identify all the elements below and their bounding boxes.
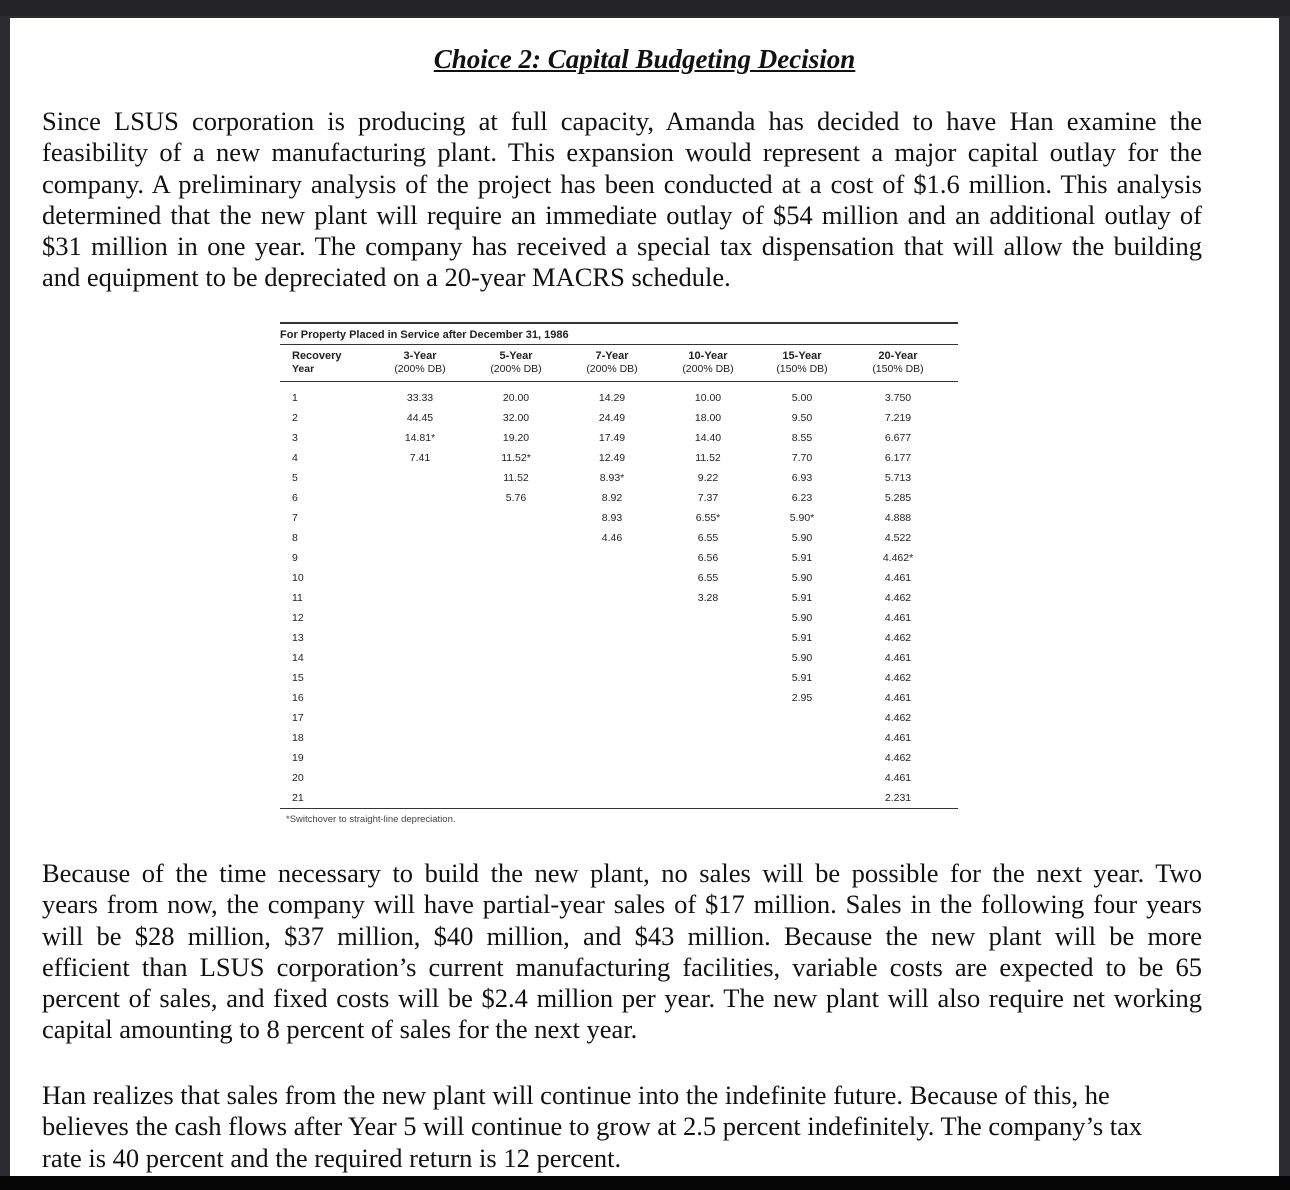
table-row [280,752,958,772]
header-label: 3-Year [403,350,437,362]
rate-cell: 5.90 [791,572,813,584]
table-row [280,692,958,712]
rate-cell: 7.37 [697,492,719,504]
table-row [280,512,958,532]
recovery-year-cell: 20 [292,772,304,784]
rate-cell: 4.888 [884,512,912,524]
header-sublabel: (150% DB) [872,363,924,375]
table-row [280,472,958,492]
table-header-cell [292,350,372,376]
rate-cell: 4.462 [884,712,912,724]
header-label: Recovery [292,350,342,362]
rate-cell: 4.461 [884,652,912,664]
rate-cell: 4.462 [884,672,912,684]
recovery-year-cell: 15 [292,672,304,684]
rate-cell: 5.90 [791,532,813,544]
header-label: 5-Year [499,350,533,362]
table-row [280,732,958,752]
rate-cell: 44.45 [406,412,434,424]
paragraph-line: capital amounting to 8 percent of sales for the next year. [42,1014,638,1045]
recovery-year-cell: 3 [292,432,298,444]
rate-cell: 6.55* [695,512,721,524]
paragraph-line: percent of sales, and fixed costs will be $2.4 million per year. The new plant will also require net working [42,983,1202,1014]
table-rule-caption [280,344,958,345]
header-sublabel: Year [292,363,315,375]
recovery-year-cell: 5 [292,472,298,484]
table-header-cell [754,350,850,376]
header-sublabel: (200% DB) [682,363,734,375]
table-row [280,572,958,592]
table-rule-header [280,381,958,382]
table-header-cell [372,350,468,376]
rate-cell: 33.33 [406,392,434,404]
paragraph-intro [42,106,1202,294]
header-label: 20-Year [878,350,918,362]
rate-cell: 4.462 [884,632,912,644]
rate-cell: 5.91 [791,592,813,604]
recovery-year-cell: 18 [292,732,304,744]
rate-cell: 14.29 [598,392,626,404]
recovery-year-cell: 21 [292,792,304,804]
rate-cell: 11.52 [695,452,721,464]
recovery-year-cell: 6 [292,492,298,504]
table-header-cell [468,350,564,376]
rate-cell: 8.55 [791,432,813,444]
paragraph-line: rate is 40 percent and the required return is 12 percent. [42,1142,622,1173]
rate-cell: 5.713 [884,472,912,484]
paragraph-line: Since LSUS corporation is producing at full capacity, Amanda has decided to have Han examine the [42,106,1202,136]
rate-cell: 5.91 [791,632,813,644]
table-footnote: *Switchover to straight-line depreciation. [286,814,456,825]
table-row [280,792,958,812]
rate-cell: 20.00 [502,392,530,404]
paragraph-line: years from now, the company will have partial-year sales of $17 million. Sales in the following four years [42,889,1202,920]
recovery-year-cell: 13 [292,632,304,644]
rate-cell: 14.40 [694,432,722,444]
table-header-cell [564,350,660,376]
table-row [280,492,958,512]
rate-cell: 4.461 [884,772,912,784]
header-sublabel: (200% DB) [394,363,446,375]
paragraph-line: efficient than LSUS corporation’s current manufacturing facilities, variable costs are expected to be 65 [42,951,1202,982]
paragraph-line: Because of the time necessary to build the new plant, no sales will be possible for the next year. Two [42,858,1202,888]
paragraph-line: will be $28 million, $37 million, $40 million, and $43 million. Because the new plant will be more [42,920,1202,951]
paragraph-line: Han realizes that sales from the new plant will continue into the indefinite future. Because of this, he [42,1080,1110,1110]
rate-cell: 5.90* [789,512,815,524]
header-label: 10-Year [688,350,728,362]
recovery-year-cell: 19 [292,752,304,764]
rate-cell: 18.00 [694,412,722,424]
rate-cell: 5.91 [791,672,813,684]
rate-cell: 6.55 [697,572,719,584]
rate-cell: 11.52 [503,472,529,484]
rate-cell: 7.70 [791,452,813,464]
paragraph-line: company. A preliminary analysis of the project has been conducted at a cost of $1.6 million. This analysis [42,168,1202,199]
rate-cell: 7.219 [884,412,912,424]
recovery-year-cell: 14 [292,652,304,664]
rate-cell: 3.750 [884,392,912,404]
table-row [280,392,958,412]
rate-cell: 4.462* [882,552,914,564]
table-row [280,452,958,472]
top-bar [0,0,1290,16]
recovery-year-cell: 4 [292,452,298,464]
rate-cell: 17.49 [598,432,626,444]
paragraph-growth [42,1080,1202,1174]
rate-cell: 6.177 [884,452,912,464]
rate-cell: 6.93 [791,472,813,484]
table-header-cell [660,350,756,376]
document-page [10,18,1279,1176]
rate-cell: 10.00 [694,392,722,404]
rate-cell: 9.22 [697,472,719,484]
rate-cell: 4.46 [601,532,623,544]
rate-cell: 4.462 [884,592,912,604]
bottom-bar [0,1176,1290,1190]
table-header-cell [850,350,946,376]
rate-cell: 11.52* [501,452,531,464]
rate-cell: 6.56 [697,552,719,564]
recovery-year-cell: 11 [292,592,303,604]
table-row [280,532,958,552]
rate-cell: 4.461 [884,692,912,704]
table-row [280,552,958,572]
header-sublabel: (150% DB) [776,363,828,375]
table-row [280,412,958,432]
paragraph-line: and equipment to be depreciated on a 20-year MACRS schedule. [42,262,731,293]
recovery-year-cell: 12 [292,612,304,624]
recovery-year-cell: 9 [292,552,298,564]
page-title: Choice 2: Capital Budgeting Decision [433,44,856,74]
rate-cell: 4.461 [884,572,912,584]
paragraph-sales [42,858,1202,1046]
rate-cell: 14.81* [404,432,436,444]
rate-cell: 5.00 [791,392,813,404]
table-row [280,712,958,732]
paragraph-line: feasibility of a new manufacturing plant. This expansion would represent a major capital outlay for the [42,137,1202,168]
rate-cell: 6.23 [791,492,813,504]
rate-cell: 3.28 [697,592,719,604]
rate-cell: 2.231 [884,792,912,804]
rate-cell: 19.20 [502,432,530,444]
rate-cell: 8.92 [601,492,623,504]
table-row [280,672,958,692]
header-label: 15-Year [782,350,822,362]
rate-cell: 9.50 [791,412,813,424]
paragraph-line: determined that the new plant will require an immediate outlay of $54 million and an additional outlay of [42,199,1202,230]
rate-cell: 6.55 [697,532,719,544]
rate-cell: 7.41 [409,452,431,464]
rate-cell: 2.95 [791,692,813,704]
rate-cell: 5.90 [791,652,813,664]
rate-cell: 12.49 [598,452,626,464]
rate-cell: 4.461 [884,612,912,624]
table-rule-top [280,322,958,324]
rate-cell: 8.93 [601,512,623,524]
rate-cell: 4.462 [884,752,912,764]
rate-cell: 5.76 [505,492,527,504]
rate-cell: 24.49 [598,412,626,424]
rate-cell: 5.91 [791,552,813,564]
header-sublabel: (200% DB) [586,363,638,375]
table-rule-bottom [280,808,958,809]
table-row [280,652,958,672]
recovery-year-cell: 1 [292,392,298,404]
paragraph-line: believes the cash flows after Year 5 will continue to grow at 2.5 percent indefinitely. The company’s tax [42,1111,1143,1142]
recovery-year-cell: 7 [292,512,298,524]
macrs-table [280,322,958,832]
recovery-year-cell: 17 [292,712,304,724]
table-row [280,632,958,652]
rate-cell: 8.93* [599,472,625,484]
table-row [280,612,958,632]
rate-cell: 4.461 [884,732,912,744]
table-caption: For Property Placed in Service after December 31, 1986 [280,329,569,341]
table-row [280,592,958,612]
recovery-year-cell: 8 [292,532,298,544]
header-label: 7-Year [595,350,629,362]
table-row [280,772,958,792]
rate-cell: 4.522 [884,532,912,544]
paragraph-line: $31 million in one year. The company has received a special tax dispensation that will allow the building [42,231,1202,262]
header-sublabel: (200% DB) [490,363,542,375]
recovery-year-cell: 10 [292,572,304,584]
rate-cell: 5.90 [791,612,813,624]
rate-cell: 6.677 [884,432,912,444]
recovery-year-cell: 16 [292,692,304,704]
table-row [280,432,958,452]
rate-cell: 32.00 [502,412,530,424]
rate-cell: 5.285 [884,492,912,504]
recovery-year-cell: 2 [292,412,298,424]
